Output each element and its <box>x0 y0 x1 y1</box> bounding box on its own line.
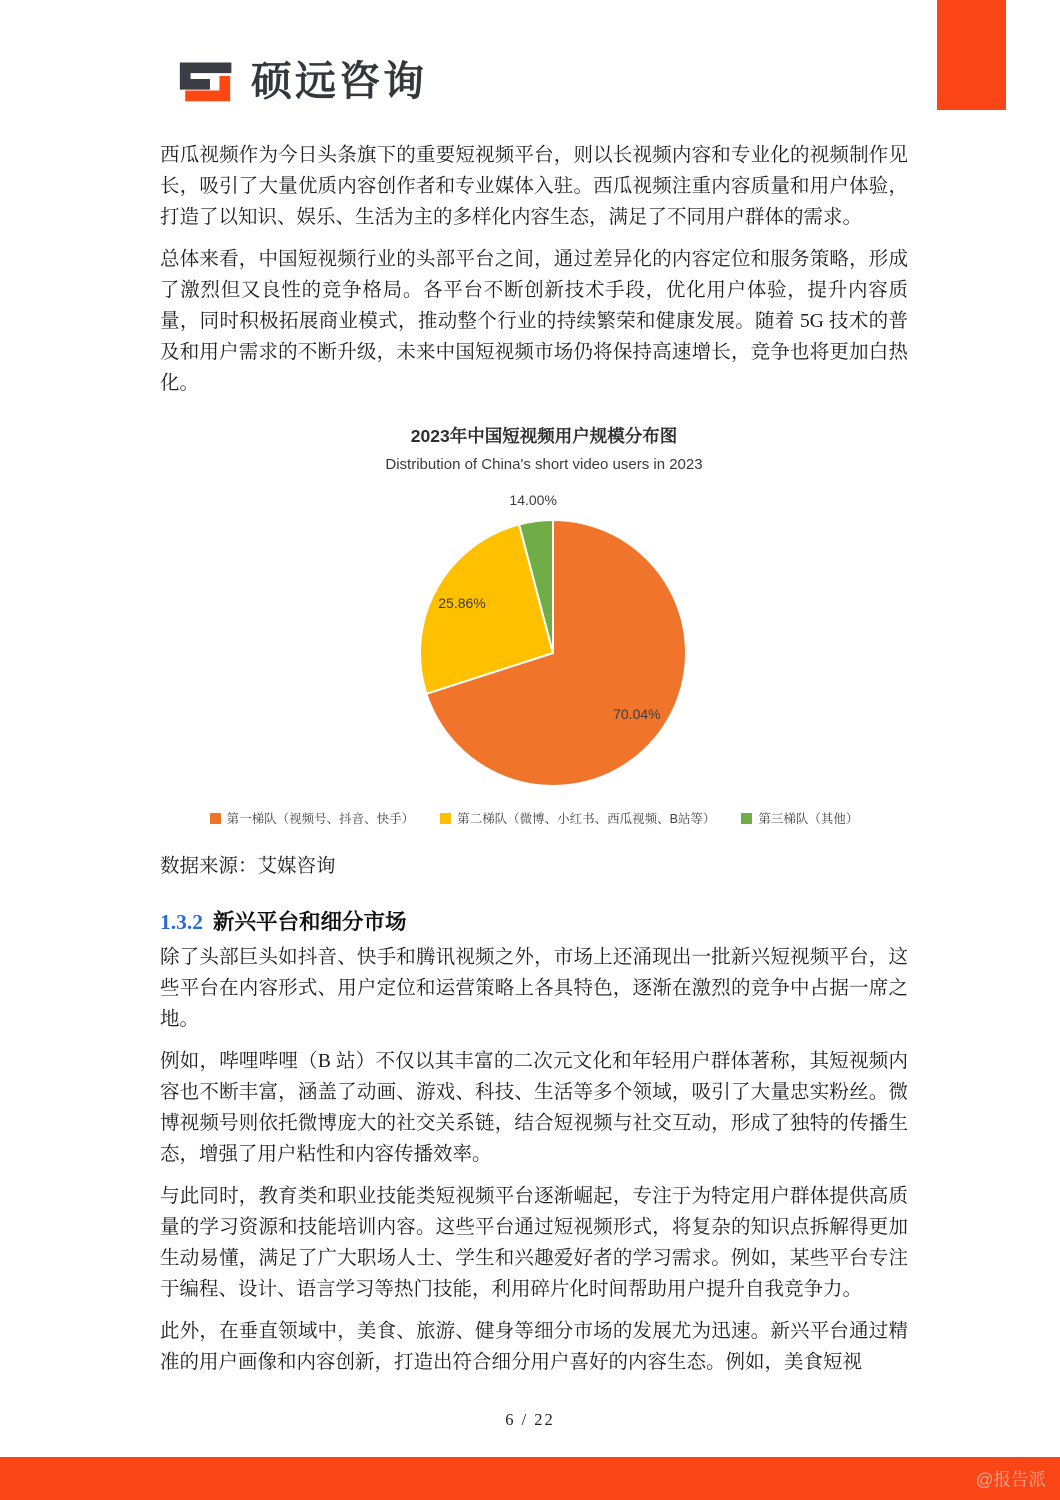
legend-swatch <box>210 813 221 824</box>
pie-slice-label: 70.04% <box>613 706 661 723</box>
paragraph: 西瓜视频作为今日头条旗下的重要短视频平台，则以长视频内容和专业化的视频制作见长，吸引了大量优质内容创作者和专业媒体入驻。西瓜视频注重内容质量和用户体验，打造了以知识、娱乐、生活为主的多样化内容生态，满足了不同用户群体的需求。 <box>160 145 908 228</box>
legend-label: 第一梯队（视频号、抖音、快手） <box>226 812 415 826</box>
paragraph: 总体来看，中国短视频行业的头部平台之间，通过差异化的内容定位和服务策略，形成了激烈但又良性的竞争格局。各平台不断创新技术手段，优化用户体验，提升内容质量，同时积极拓展商业模式，推动整个行业的持续繁荣和健康发展。随着 5G 技术的普及和用户需求的不断升级，未来中国短视频市场仍将保持高速增长，竞争也将更加白热化。 <box>160 249 908 394</box>
legend-swatch <box>440 813 451 824</box>
document-body <box>160 140 908 1389</box>
watermark: @报告派 <box>975 1469 1046 1489</box>
chart-subtitle: Distribution of China's short video users in 2023 <box>385 456 703 473</box>
legend-item <box>440 809 715 827</box>
paragraph: 例如，哔哩哔哩（B 站）不仅以其丰富的二次元文化和年轻用户群体著称，其短视频内容也不断丰富，涵盖了动画、游戏、科技、生活等多个领域，吸引了大量忠实粉丝。微博视频号则依托微博庞大的社交关系链，结合短视频与社交互动，形成了独特的传播生态，增强了用户粘性和内容传播效率。 <box>160 1051 908 1165</box>
data-source: 数据来源：艾媒咨询 <box>160 856 336 877</box>
logo-icon <box>172 54 238 108</box>
logo-text: 硕远咨询 <box>251 57 427 104</box>
chart-title: 2023年中国短视频用户规模分布图 <box>410 426 678 446</box>
logo <box>172 54 427 108</box>
chart-legend <box>160 809 908 827</box>
legend-item <box>741 809 858 827</box>
paragraph: 与此同时，教育类和职业技能类短视频平台逐渐崛起，专注于为特定用户群体提供高质量的学习资源和技能培训内容。这些平台通过短视频形式，将复杂的知识点拆解得更加生动易懂，满足了广大职场人士、学生和兴趣爱好者的学习需求。例如，某些平台专注于编程、设计、语言学习等热门技能，利用碎片化时间帮助用户提升自我竞争力。 <box>160 1186 908 1300</box>
section-number: 1.3.2 <box>160 910 203 934</box>
legend-swatch <box>741 813 752 824</box>
paragraph: 此外，在垂直领域中，美食、旅游、健身等细分市场的发展尤为迅速。新兴平台通过精准的用户画像和内容创新，打造出符合细分用户喜好的内容生态。例如，美食短视 <box>160 1321 908 1373</box>
section-heading <box>160 907 908 937</box>
legend-item <box>210 809 415 827</box>
pie-chart-figure <box>160 423 908 827</box>
legend-label: 第三梯队（其他） <box>758 812 859 826</box>
corner-accent-block <box>937 0 1006 110</box>
page-number: 6 / 22 <box>505 1410 555 1429</box>
pie-chart <box>413 492 693 793</box>
footer-bar <box>0 1457 1060 1500</box>
pie-slice-label: 25.86% <box>438 595 486 612</box>
paragraph: 除了头部巨头如抖音、快手和腾讯视频之外，市场上还涌现出一批新兴短视频平台，这些平台在内容形式、用户定位和运营策略上各具特色，逐渐在激烈的竞争中占据一席之地。 <box>160 947 908 1030</box>
pie-slice-label: 14.00% <box>509 492 557 508</box>
legend-label: 第二梯队（微博、小红书、西瓜视频、B站等） <box>457 812 716 826</box>
section-title: 新兴平台和细分市场 <box>213 910 407 934</box>
